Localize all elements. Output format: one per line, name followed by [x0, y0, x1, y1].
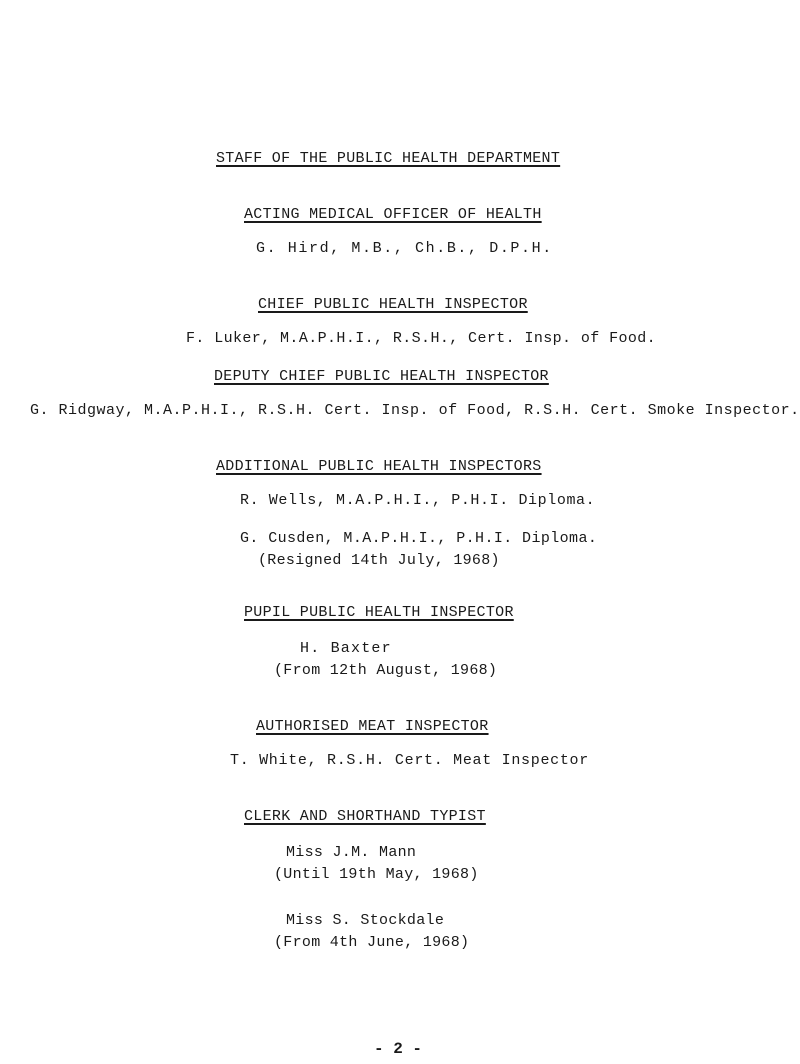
entry-baxter-note: (From 12th August, 1968) — [274, 662, 498, 679]
entry-hird: G. Hird, M.B., Ch.B., D.P.H. — [256, 240, 553, 257]
entry-stockdale: Miss S. Stockdale — [286, 912, 445, 929]
entry-cusden: G. Cusden, M.A.P.H.I., P.H.I. Diploma. — [240, 530, 598, 547]
entry-mann: Miss J.M. Mann — [286, 844, 417, 861]
section-heading-additional-inspectors: ADDITIONAL PUBLIC HEALTH INSPECTORS — [216, 458, 542, 475]
entry-wells: R. Wells, M.A.P.H.I., P.H.I. Diploma. — [240, 492, 596, 509]
entry-baxter: H. Baxter — [300, 640, 392, 657]
section-heading-chief-inspector: CHIEF PUBLIC HEALTH INSPECTOR — [258, 296, 528, 313]
section-heading-clerk-typist: CLERK AND SHORTHAND TYPIST — [244, 808, 486, 825]
entry-ridgway: G. Ridgway, M.A.P.H.I., R.S.H. Cert. Insp. of Food, R.S.H. Cert. Smoke Inspector. — [30, 402, 800, 419]
entry-white: T. White, R.S.H. Cert. Meat Inspector — [230, 752, 589, 769]
section-heading-pupil-inspector: PUPIL PUBLIC HEALTH INSPECTOR — [244, 604, 514, 621]
document-title: STAFF OF THE PUBLIC HEALTH DEPARTMENT — [216, 150, 561, 167]
entry-stockdale-note: (From 4th June, 1968) — [274, 934, 470, 951]
section-heading-acting-medical-officer: ACTING MEDICAL OFFICER OF HEALTH — [244, 206, 542, 223]
section-heading-meat-inspector: AUTHORISED MEAT INSPECTOR — [256, 718, 489, 735]
entry-cusden-note: (Resigned 14th July, 1968) — [258, 552, 500, 569]
entry-luker: F. Luker, M.A.P.H.I., R.S.H., Cert. Insp. of Food. — [186, 330, 657, 347]
section-heading-deputy-chief-inspector: DEPUTY CHIEF PUBLIC HEALTH INSPECTOR — [214, 368, 549, 385]
entry-mann-note: (Until 19th May, 1968) — [274, 866, 479, 883]
page-number: - 2 - — [374, 1040, 423, 1058]
